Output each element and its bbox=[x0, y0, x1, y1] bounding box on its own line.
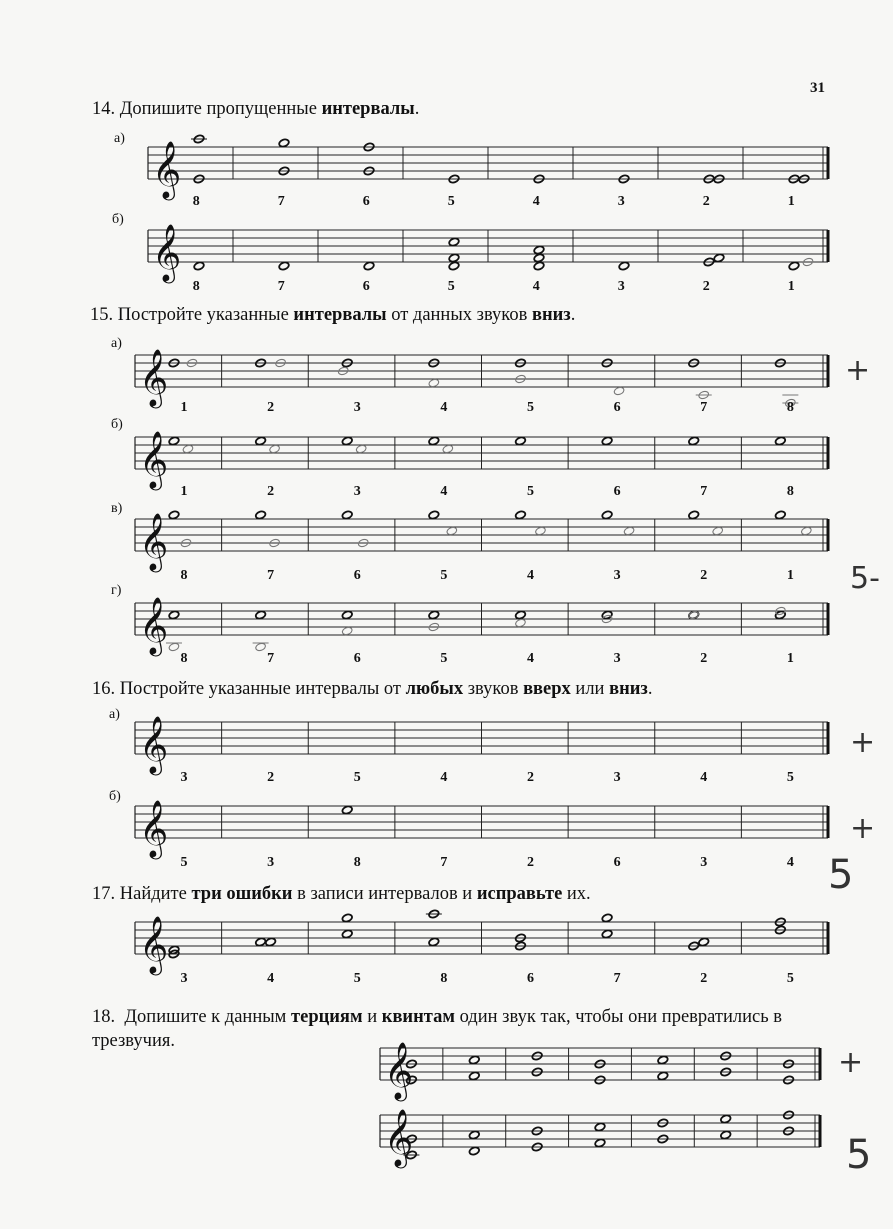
interval-number: 4 bbox=[440, 770, 448, 785]
ex15-row-c-label: в) bbox=[111, 501, 123, 516]
whole-note bbox=[278, 138, 290, 148]
interval-number: 5 bbox=[447, 279, 455, 294]
whole-note bbox=[535, 526, 547, 536]
whole-note bbox=[193, 261, 205, 271]
treble-clef-icon: 𝄞 bbox=[139, 596, 169, 655]
interval-number: 8 bbox=[786, 400, 794, 415]
interval-number: 5 bbox=[353, 770, 361, 785]
whole-note bbox=[713, 253, 725, 263]
interval-number: 1 bbox=[786, 568, 794, 583]
whole-note bbox=[594, 1122, 606, 1132]
interval-number: 3 bbox=[180, 971, 188, 986]
interval-number: 5 bbox=[786, 971, 794, 986]
interval-number: 8 bbox=[786, 484, 794, 499]
whole-note bbox=[515, 510, 527, 520]
interval-number: 5 bbox=[440, 651, 448, 666]
handwritten-mark: + bbox=[850, 725, 876, 760]
treble-clef-icon: 𝄞 bbox=[152, 223, 182, 282]
treble-clef-icon: 𝄞 bbox=[139, 430, 169, 489]
whole-note bbox=[618, 261, 630, 271]
whole-note bbox=[278, 261, 290, 271]
whole-note bbox=[269, 444, 281, 454]
whole-note bbox=[255, 610, 267, 620]
whole-note bbox=[623, 526, 635, 536]
interval-number: 1 bbox=[787, 194, 795, 209]
interval-number: 7 bbox=[277, 279, 285, 294]
whole-note bbox=[341, 626, 353, 636]
interval-number: 3 bbox=[613, 770, 621, 785]
interval-number: 1 bbox=[180, 400, 188, 415]
interval-number: 8 bbox=[440, 971, 448, 986]
interval-number: 4 bbox=[526, 651, 534, 666]
whole-note bbox=[168, 436, 180, 446]
whole-note bbox=[698, 937, 710, 947]
interval-number: 3 bbox=[613, 568, 621, 583]
exercise-15-heading: 15. Постройте указанные интервалы от данных звуков вниз. bbox=[90, 305, 576, 325]
interval-number: 7 bbox=[613, 971, 621, 986]
whole-note bbox=[720, 1130, 732, 1140]
interval-number: 2 bbox=[700, 971, 708, 986]
whole-note bbox=[515, 436, 527, 446]
interval-number: 5 bbox=[447, 194, 455, 209]
whole-note bbox=[601, 929, 613, 939]
whole-note bbox=[468, 1071, 480, 1081]
whole-note bbox=[533, 261, 545, 271]
whole-note bbox=[720, 1114, 732, 1124]
interval-number: 7 bbox=[440, 855, 448, 870]
whole-note bbox=[255, 642, 267, 652]
whole-note bbox=[515, 610, 527, 620]
interval-number: 6 bbox=[353, 568, 361, 583]
interval-number: 6 bbox=[362, 279, 370, 294]
whole-note bbox=[341, 436, 353, 446]
treble-clef-icon: 𝄞 bbox=[139, 715, 169, 774]
interval-number: 2 bbox=[700, 568, 708, 583]
interval-number: 2 bbox=[267, 484, 275, 499]
whole-note bbox=[533, 253, 545, 263]
interval-number: 8 bbox=[192, 279, 200, 294]
handwritten-mark: 5 bbox=[846, 1132, 872, 1178]
interval-number: 6 bbox=[353, 651, 361, 666]
interval-number: 4 bbox=[440, 400, 448, 415]
interval-number: 2 bbox=[526, 770, 534, 785]
whole-note bbox=[446, 526, 458, 536]
interval-number: 4 bbox=[532, 194, 540, 209]
interval-number: 3 bbox=[617, 279, 625, 294]
interval-number: 2 bbox=[702, 194, 710, 209]
ex15-row-b-label: б) bbox=[111, 417, 123, 432]
interval-number: 1 bbox=[786, 651, 794, 666]
whole-note bbox=[448, 253, 460, 263]
handwritten-mark: + bbox=[845, 353, 871, 388]
interval-number: 4 bbox=[526, 568, 534, 583]
interval-number: 5 bbox=[786, 770, 794, 785]
whole-note bbox=[468, 1146, 480, 1156]
whole-note bbox=[255, 436, 267, 446]
interval-number: 7 bbox=[700, 400, 708, 415]
page-number: 31 bbox=[810, 80, 825, 96]
interval-number: 5 bbox=[353, 971, 361, 986]
whole-note bbox=[775, 436, 787, 446]
interval-number: 1 bbox=[787, 279, 795, 294]
whole-note bbox=[363, 261, 375, 271]
whole-note bbox=[255, 937, 267, 947]
whole-note bbox=[613, 386, 625, 396]
whole-note bbox=[601, 510, 613, 520]
whole-note bbox=[341, 610, 353, 620]
interval-number: 3 bbox=[267, 855, 275, 870]
interval-number: 8 bbox=[180, 568, 188, 583]
interval-number: 6 bbox=[613, 400, 621, 415]
whole-note bbox=[341, 805, 353, 815]
exercise-17-heading: 17. Найдите три ошибки в записи интервалов и исправьте их. bbox=[92, 884, 591, 904]
whole-note bbox=[265, 937, 277, 947]
interval-number: 7 bbox=[267, 568, 275, 583]
whole-note bbox=[601, 436, 613, 446]
whole-note bbox=[182, 444, 194, 454]
whole-note bbox=[448, 261, 460, 271]
ex16-row-a-label: а) bbox=[109, 707, 120, 722]
treble-clef-icon: 𝄞 bbox=[384, 1108, 414, 1167]
whole-note bbox=[341, 510, 353, 520]
interval-number: 6 bbox=[526, 971, 534, 986]
interval-number: 8 bbox=[180, 651, 188, 666]
treble-clef-icon: 𝄞 bbox=[139, 799, 169, 858]
whole-note bbox=[341, 913, 353, 923]
ex15-row-d-label: г) bbox=[111, 583, 122, 598]
whole-note bbox=[657, 1071, 669, 1081]
interval-number: 7 bbox=[277, 194, 285, 209]
interval-number: 7 bbox=[700, 484, 708, 499]
whole-note bbox=[442, 444, 454, 454]
whole-note bbox=[657, 1055, 669, 1065]
interval-number: 3 bbox=[353, 484, 361, 499]
whole-note bbox=[801, 526, 813, 536]
whole-note bbox=[533, 245, 545, 255]
interval-number: 2 bbox=[267, 770, 275, 785]
whole-note bbox=[168, 610, 180, 620]
whole-note bbox=[468, 1130, 480, 1140]
whole-note bbox=[428, 937, 440, 947]
whole-note bbox=[355, 444, 367, 454]
interval-number: 3 bbox=[613, 651, 621, 666]
whole-note bbox=[255, 510, 267, 520]
interval-number: 4 bbox=[267, 971, 275, 986]
interval-number: 3 bbox=[353, 400, 361, 415]
whole-note bbox=[594, 1138, 606, 1148]
interval-number: 2 bbox=[700, 651, 708, 666]
whole-note bbox=[428, 436, 440, 446]
interval-number: 4 bbox=[786, 855, 794, 870]
ex14-row-a-label: а) bbox=[114, 131, 125, 146]
whole-note bbox=[448, 237, 460, 247]
whole-note bbox=[468, 1055, 480, 1065]
interval-number: 5 bbox=[526, 400, 534, 415]
interval-number: 3 bbox=[617, 194, 625, 209]
whole-note bbox=[341, 929, 353, 939]
handwritten-mark: + bbox=[838, 1045, 864, 1080]
interval-number: 2 bbox=[267, 400, 275, 415]
whole-note bbox=[428, 510, 440, 520]
interval-number: 2 bbox=[702, 279, 710, 294]
whole-note bbox=[168, 510, 180, 520]
ex14-row-b-label: б) bbox=[112, 212, 124, 227]
treble-clef-icon: 𝄞 bbox=[139, 512, 169, 571]
treble-clef-icon: 𝄞 bbox=[152, 140, 182, 199]
whole-note bbox=[428, 378, 440, 388]
interval-number: 8 bbox=[353, 855, 361, 870]
interval-number: 8 bbox=[192, 194, 200, 209]
ex16-row-b-label: б) bbox=[109, 789, 121, 804]
interval-number: 5 bbox=[526, 484, 534, 499]
ex15-row-a-label: а) bbox=[111, 336, 122, 351]
treble-clef-icon: 𝄞 bbox=[139, 348, 169, 407]
exercise-16-heading: 16. Постройте указанные интервалы от любых звуков вверх или вниз. bbox=[92, 679, 653, 699]
interval-number: 7 bbox=[267, 651, 275, 666]
interval-number: 3 bbox=[700, 855, 708, 870]
interval-number: 1 bbox=[180, 484, 188, 499]
interval-number: 5 bbox=[440, 568, 448, 583]
interval-number: 4 bbox=[532, 279, 540, 294]
interval-number: 6 bbox=[613, 855, 621, 870]
interval-number: 2 bbox=[526, 855, 534, 870]
whole-note bbox=[688, 510, 700, 520]
interval-number: 4 bbox=[440, 484, 448, 499]
interval-number: 3 bbox=[180, 770, 188, 785]
whole-note bbox=[688, 436, 700, 446]
handwritten-mark: 5 bbox=[828, 852, 854, 898]
interval-number: 6 bbox=[362, 194, 370, 209]
exercise-18-heading: 18. Допишите к данным терциям и квинтам один звук так, чтобы они превратились в трезвучия. bbox=[92, 1007, 783, 1051]
whole-note bbox=[428, 610, 440, 620]
whole-note bbox=[775, 510, 787, 520]
handwritten-mark: + bbox=[850, 811, 876, 846]
interval-number: 4 bbox=[700, 770, 708, 785]
whole-note bbox=[712, 526, 724, 536]
interval-number: 5 bbox=[180, 855, 188, 870]
exercise-14-heading: 14. Допишите пропущенные интервалы. bbox=[92, 99, 420, 119]
whole-note bbox=[168, 642, 180, 652]
treble-clef-icon: 𝄞 bbox=[384, 1041, 414, 1100]
interval-number: 6 bbox=[613, 484, 621, 499]
whole-note bbox=[601, 913, 613, 923]
whole-note bbox=[515, 618, 527, 628]
treble-clef-icon: 𝄞 bbox=[139, 915, 169, 974]
handwritten-mark: 5- bbox=[850, 561, 880, 596]
whole-note bbox=[788, 261, 800, 271]
